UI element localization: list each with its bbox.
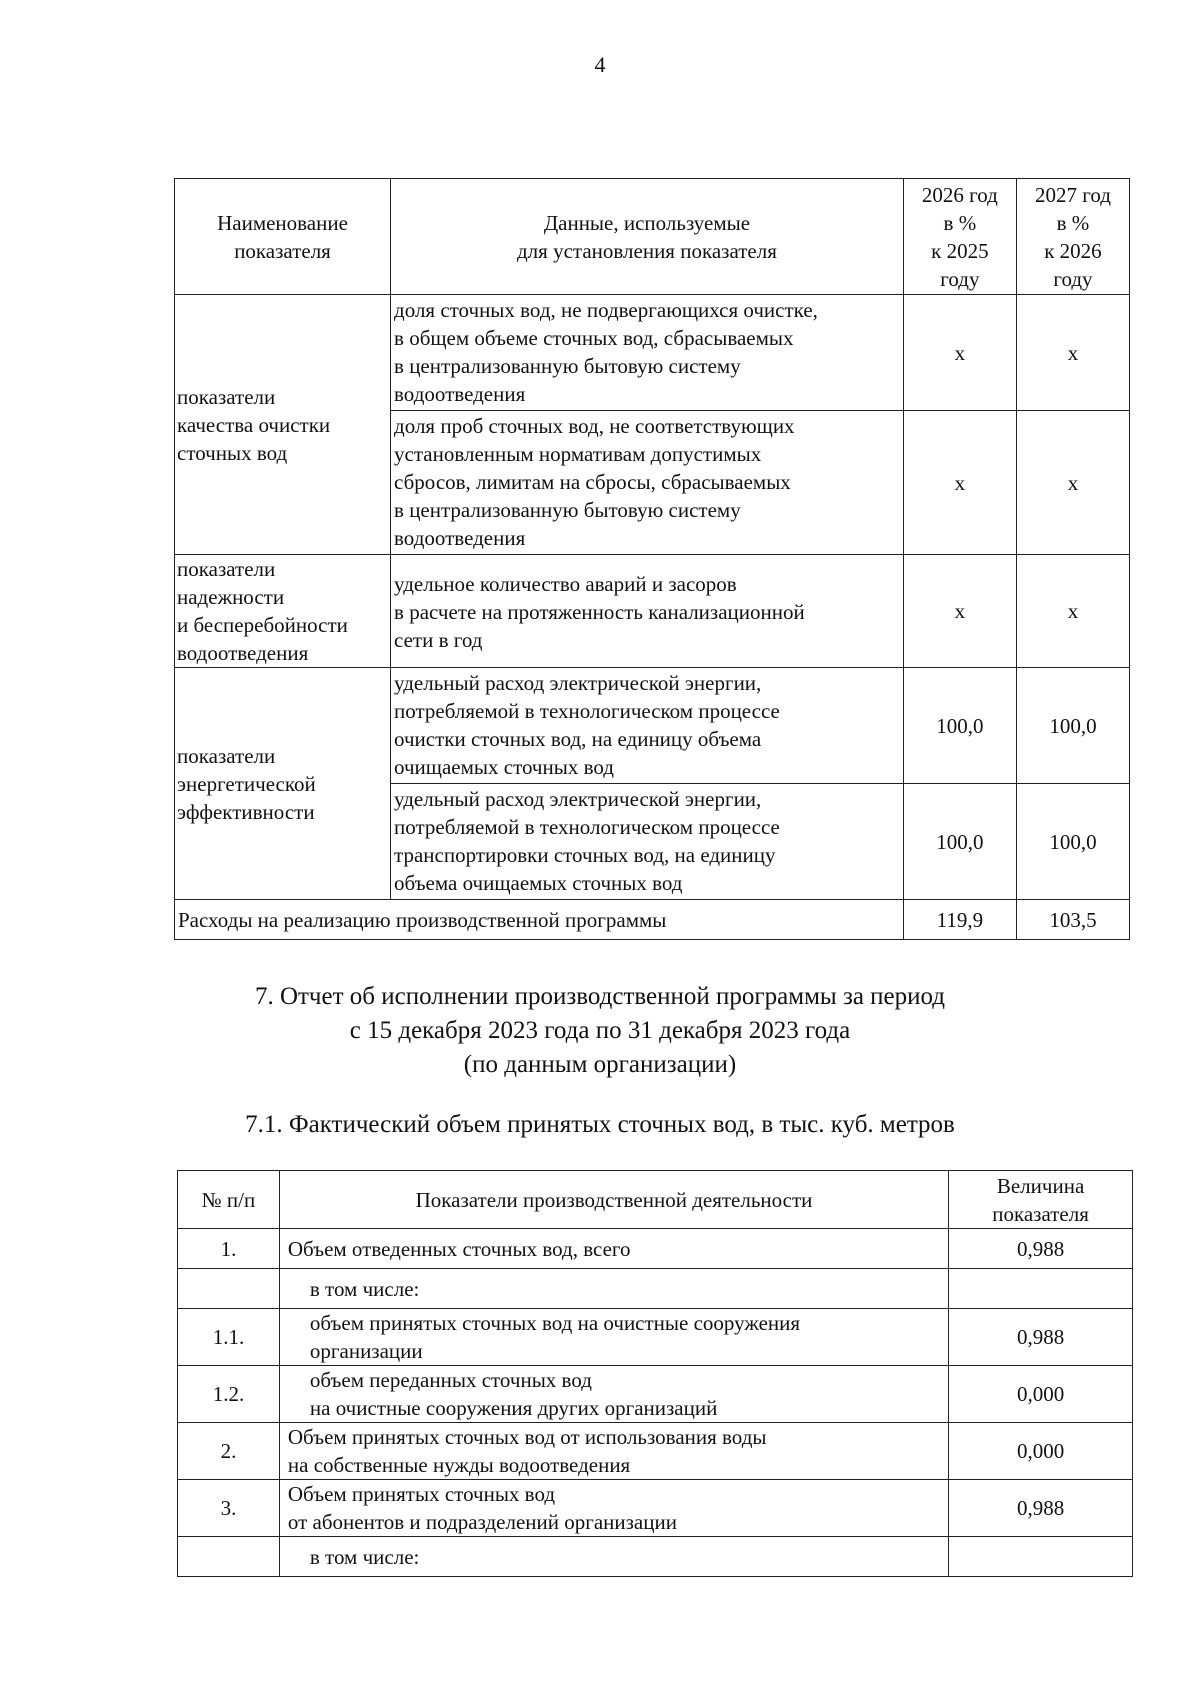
value-2027: х <box>1016 295 1129 411</box>
table-row <box>178 1309 1133 1366</box>
row-description: удельный расход электрической энергии, потребляемой в технологическом процессе транспортировки сточных вод, на единицу объема очищаемых сточных вод <box>391 784 904 900</box>
row-number: 2. <box>178 1423 280 1480</box>
table-row <box>175 668 1130 784</box>
row-number: 1. <box>178 1229 280 1269</box>
row-value: 0,988 <box>949 1309 1133 1366</box>
header-data-used: Данные, используемые для установления показателя <box>391 179 904 295</box>
table-header-row <box>178 1171 1133 1229</box>
row-description: удельный расход электрической энергии, потребляемой в технологическом процессе очистки сточных вод, на единицу объема очищаемых сточных вод <box>391 668 904 784</box>
subsection-heading: 7.1. Фактический объем принятых сточных вод, в тыс. куб. метров <box>245 1111 955 1138</box>
row-number <box>178 1269 280 1309</box>
row-indicator: Объем отведенных сточных вод, всего <box>279 1229 948 1269</box>
section-heading: 7. Отчет об исполнении производственной программы за период с 15 декабря 2023 года по 31 декабря 2023 года (по данным организации) <box>254 983 946 1078</box>
header-number: № п/п <box>178 1171 280 1229</box>
row-number <box>178 1537 280 1577</box>
table-row <box>178 1480 1133 1537</box>
row-indicator: объем переданных сточных вод на очистные сооружения других организаций <box>279 1366 948 1423</box>
wastewater-volume-table <box>177 1170 1133 1577</box>
row-indicator: объем принятых сточных вод на очистные сооружения организации <box>279 1309 948 1366</box>
total-label: Расходы на реализацию производственной программы <box>175 900 904 940</box>
row-value <box>949 1537 1133 1577</box>
table-row <box>178 1269 1133 1309</box>
total-2027: 103,5 <box>1016 900 1129 940</box>
table-row <box>178 1366 1133 1423</box>
table-header-row <box>175 179 1130 295</box>
value-2026: х <box>903 555 1016 668</box>
header-2027: 2027 год в % к 2026 году <box>1016 179 1129 295</box>
value-2026: 100,0 <box>903 784 1016 900</box>
row-indicator: в том числе: <box>279 1269 948 1309</box>
header-indicator: Показатели производственной деятельности <box>279 1171 948 1229</box>
value-2027: х <box>1016 411 1129 555</box>
row-description: удельное количество аварий и засоров в расчете на протяженность канализационной сети в год <box>391 555 904 668</box>
row-description: доля проб сточных вод, не соответствующих установленным нормативам допустимых сбросов, лимитам на сбросы, сбрасываемых в централизованную бытовую систему водоотведения <box>391 411 904 555</box>
total-row <box>175 900 1130 940</box>
table-row <box>178 1229 1133 1269</box>
table-row <box>178 1423 1133 1480</box>
table-row <box>175 555 1130 668</box>
value-2026: х <box>903 295 1016 411</box>
row-value: 0,988 <box>949 1229 1133 1269</box>
value-2026: х <box>903 411 1016 555</box>
row-indicator: в том числе: <box>279 1537 948 1577</box>
value-2027: 100,0 <box>1016 784 1129 900</box>
row-value: 0,988 <box>949 1480 1133 1537</box>
table-row <box>175 295 1130 411</box>
group-energy: показатели энергетической эффективности <box>175 668 391 900</box>
table-row <box>178 1537 1133 1577</box>
page-number: 4 <box>594 52 606 77</box>
row-number: 1.1. <box>178 1309 280 1366</box>
row-value <box>949 1269 1133 1309</box>
value-2027: х <box>1016 555 1129 668</box>
row-indicator: Объем принятых сточных вод от использования воды на собственные нужды водоотведения <box>279 1423 948 1480</box>
row-description: доля сточных вод, не подвергающихся очистке, в общем объеме сточных вод, сбрасываемых в централизованную бытовую систему водоотведения <box>391 295 904 411</box>
header-value: Величина показателя <box>949 1171 1133 1229</box>
row-number: 1.2. <box>178 1366 280 1423</box>
row-value: 0,000 <box>949 1423 1133 1480</box>
row-indicator: Объем принятых сточных вод от абонентов и подразделений организации <box>279 1480 948 1537</box>
header-2026: 2026 год в % к 2025 году <box>903 179 1016 295</box>
group-reliability: показатели надежности и бесперебойности водоотведения <box>175 555 391 668</box>
indicators-table <box>174 178 1130 940</box>
row-number: 3. <box>178 1480 280 1537</box>
header-indicator-name: Наименование показателя <box>175 179 391 295</box>
value-2027: 100,0 <box>1016 668 1129 784</box>
row-value: 0,000 <box>949 1366 1133 1423</box>
total-2026: 119,9 <box>903 900 1016 940</box>
group-quality: показатели качества очистки сточных вод <box>175 295 391 555</box>
value-2026: 100,0 <box>903 668 1016 784</box>
